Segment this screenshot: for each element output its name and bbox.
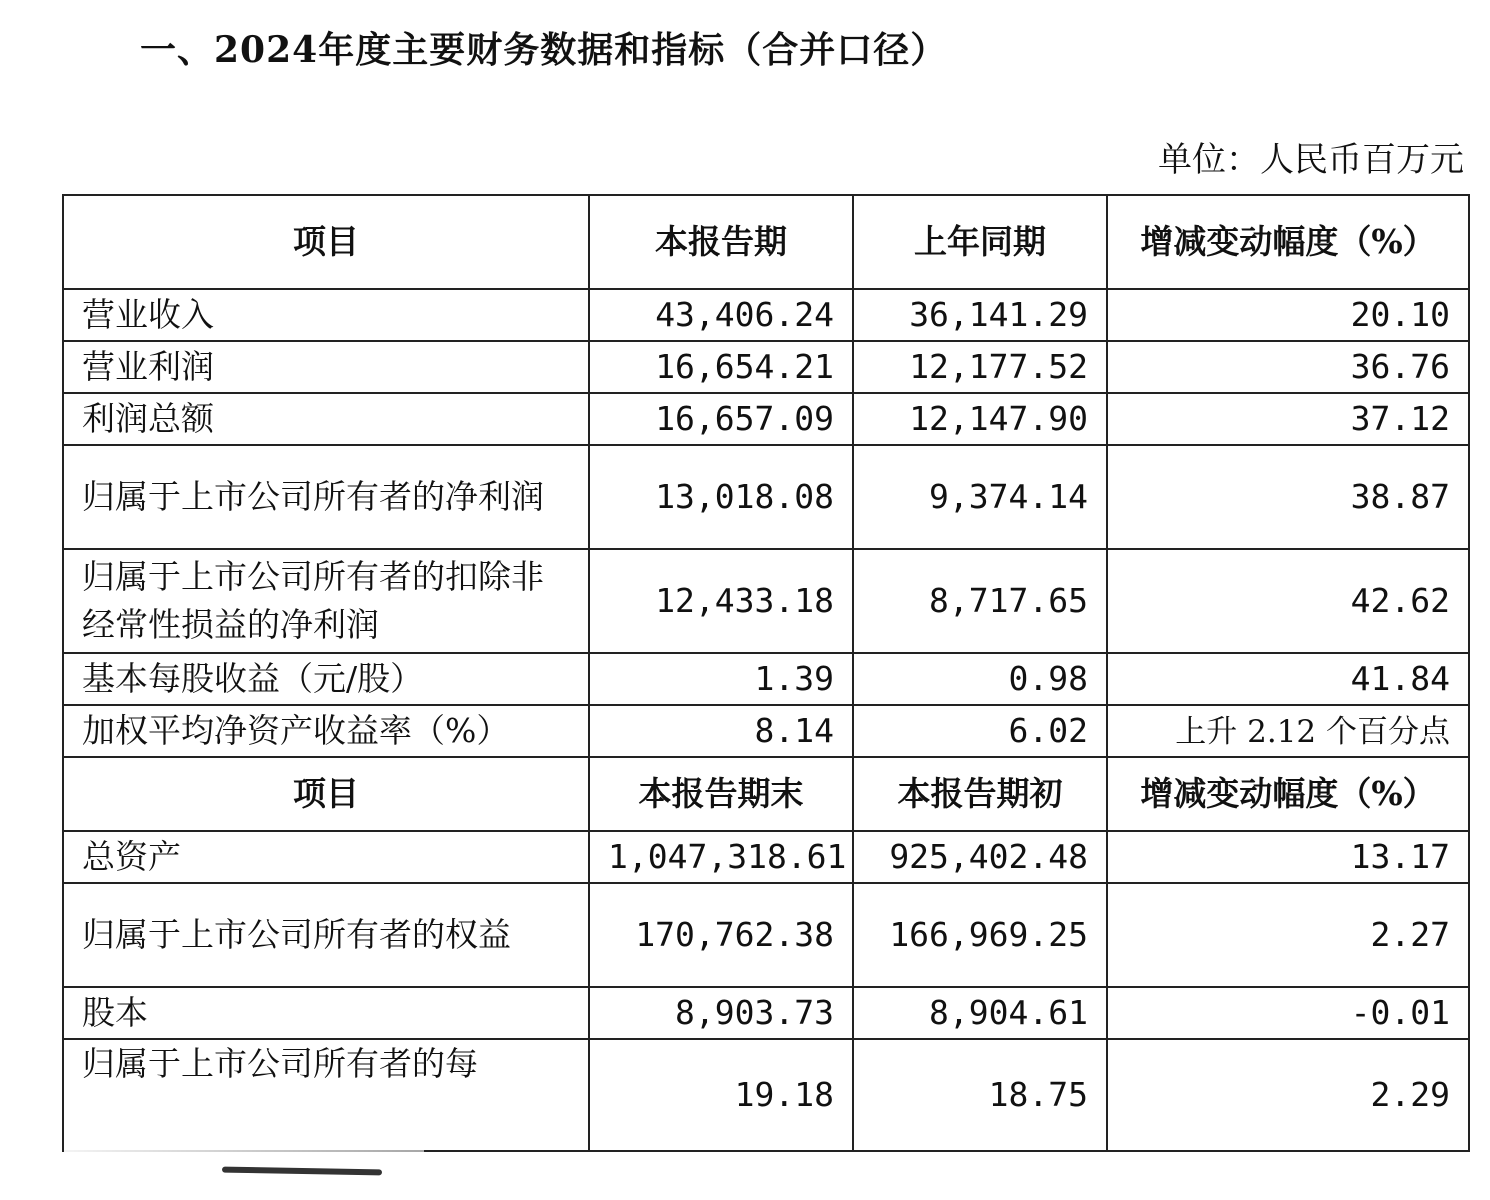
table-row — [63, 289, 1469, 341]
row-current: 13,018.08 — [589, 445, 853, 549]
row-change: 42.62 — [1107, 549, 1469, 653]
row-item: 营业利润 — [63, 341, 589, 393]
row-item: 归属于上市公司所有者的每 — [63, 1039, 589, 1151]
ink-smudge — [222, 1167, 382, 1176]
row-previous: 12,147.90 — [853, 393, 1107, 445]
row-previous: 18.75 — [853, 1039, 1107, 1151]
row-item: 归属于上市公司所有者的净利润 — [63, 445, 589, 549]
row-change: 37.12 — [1107, 393, 1469, 445]
row-current: 19.18 — [589, 1039, 853, 1151]
row-item: 基本每股收益（元/股） — [63, 653, 589, 705]
row-current: 1.39 — [589, 653, 853, 705]
unit-label: 单位：人民币百万元 — [1158, 140, 1464, 180]
row-item: 总资产 — [63, 831, 589, 883]
header-previous-period: 上年同期 — [853, 195, 1107, 289]
table-row — [63, 883, 1469, 987]
table-row — [63, 341, 1469, 393]
row-change: -0.01 — [1107, 987, 1469, 1039]
row-item: 股本 — [63, 987, 589, 1039]
row-previous: 0.98 — [853, 653, 1107, 705]
faded-overlay — [64, 1122, 424, 1162]
header-current-period: 本报告期 — [589, 195, 853, 289]
row-previous: 9,374.14 — [853, 445, 1107, 549]
row-current: 43,406.24 — [589, 289, 853, 341]
row-change: 上升 2.12 个百分点 — [1175, 713, 1450, 750]
row-previous: 36,141.29 — [853, 289, 1107, 341]
row-current: 170,762.38 — [589, 883, 853, 987]
row-current: 12,433.18 — [589, 549, 853, 653]
table-row — [63, 549, 1469, 653]
table-row — [63, 653, 1469, 705]
table-row — [63, 393, 1469, 445]
header-period-start: 本报告期初 — [853, 757, 1107, 831]
row-change: 36.76 — [1107, 341, 1469, 393]
financial-data-table — [62, 194, 1470, 1152]
row-item: 归属于上市公司所有者的扣除非经常性损益的净利润 — [63, 549, 589, 653]
table-row — [63, 987, 1469, 1039]
row-item: 归属于上市公司所有者的权益 — [63, 883, 589, 987]
row-current: 1,047,318.61 — [589, 831, 853, 883]
row-current: 16,657.09 — [589, 393, 853, 445]
row-item: 加权平均净资产收益率（%） — [63, 705, 589, 757]
row-previous: 8,717.65 — [853, 549, 1107, 653]
row-change: 13.17 — [1107, 831, 1469, 883]
row-previous: 12,177.52 — [853, 341, 1107, 393]
page-title: 一、2024年度主要财务数据和指标（合并口径） — [140, 29, 948, 71]
header-change: 增减变动幅度（%） — [1107, 195, 1469, 289]
table-row — [63, 705, 1469, 757]
row-current: 8,903.73 — [589, 987, 853, 1039]
row-previous: 925,402.48 — [853, 831, 1107, 883]
header-item: 项目 — [63, 757, 589, 831]
table-header-period — [63, 195, 1469, 289]
row-change: 20.10 — [1107, 289, 1469, 341]
header-item: 项目 — [63, 195, 589, 289]
row-previous: 8,904.61 — [853, 987, 1107, 1039]
row-current: 8.14 — [589, 705, 853, 757]
row-change: 41.84 — [1107, 653, 1469, 705]
table-row — [63, 445, 1469, 549]
row-change: 38.87 — [1107, 445, 1469, 549]
row-item: 营业收入 — [63, 289, 589, 341]
row-change: 2.29 — [1107, 1039, 1469, 1151]
table-row — [63, 831, 1469, 883]
row-item: 利润总额 — [63, 393, 589, 445]
row-previous: 6.02 — [853, 705, 1107, 757]
row-previous: 166,969.25 — [853, 883, 1107, 987]
table-header-balance — [63, 757, 1469, 831]
row-change: 2.27 — [1107, 883, 1469, 987]
header-period-end: 本报告期末 — [589, 757, 853, 831]
header-change: 增减变动幅度（%） — [1107, 757, 1469, 831]
row-current: 16,654.21 — [589, 341, 853, 393]
